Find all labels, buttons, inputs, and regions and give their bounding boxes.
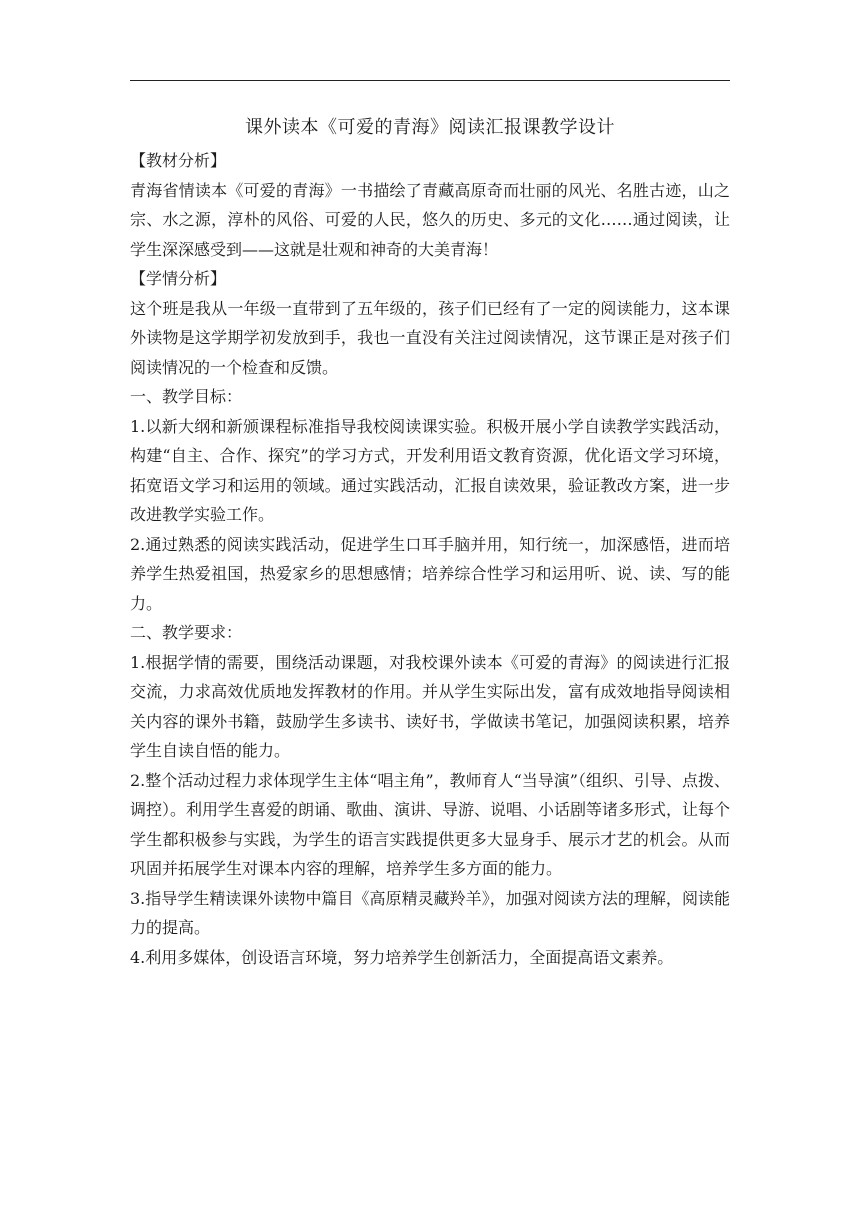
paragraph-goal-1: 1.以新大纲和新颁课程标准指导我校阅读课实验。积极开展小学自读教学实践活动，构建“自主、合作、探究”的学习方式，开发利用语文教育资源，优化语文学习环境，拓宽语文学习和运用的领域。通过实践活动，汇报自读效果，验证教改方案，进一步改进教学实验工作。	[130, 416, 730, 524]
document-title: 课外读本《可爱的青海》阅读汇报课教学设计	[245, 117, 615, 138]
paragraph-requirement-4: 4.利用多媒体，创设语言环境，努力培养学生创新活力，全面提高语文素养。	[130, 947, 674, 967]
paragraph-goal-2: 2.通过熟悉的阅读实践活动，促进学生口耳手脑并用，知行统一，加深感悟，进而培养学生热爱祖国，热爱家乡的思想感情；培养综合性学习和运用听、说、读、写的能力。	[130, 534, 730, 613]
section-heading-textbook-analysis: 【教材分析】	[130, 151, 227, 170]
paragraph-requirement-3: 3.指导学生精读课外读物中篇目《高原精灵藏羚羊》，加强对阅读方法的理解，阅读能力的提高。	[130, 888, 730, 937]
paragraph-student-analysis: 这个班是我从一年级一直带到了五年级的，孩子们已经有了一定的阅读能力，这本课外读物是这学期学初发放到手，我也一直没有关注过阅读情况，这节课正是对孩子们阅读情况的一个检查和反馈。	[130, 298, 730, 377]
paragraph-textbook-analysis: 青海省情读本《可爱的青海》一书描绘了青藏高原奇而壮丽的风光、名胜古迹，山之宗、水之源，淳朴的风俗、可爱的人民，悠久的历史、多元的文化……通过阅读，让学生深深感受到——这就是壮观和神奇的大美青海！	[130, 180, 730, 259]
paragraph-requirement-1: 1.根据学情的需要，围绕活动课题，对我校课外读本《可爱的青海》的阅读进行汇报交流，力求高效优质地发挥教材的作用。并从学生实际出发，富有成效地指导阅读相关内容的课外书籍，鼓励学生多读书、读好书，学做读书笔记，加强阅读积累，培养学生自读自悟的能力。	[130, 652, 730, 760]
document-body	[130, 110, 730, 972]
section-heading-teaching-goals: 一、教学目标：	[130, 387, 243, 406]
section-heading-teaching-requirements: 二、教学要求：	[130, 623, 243, 642]
paragraph-requirement-2: 2.整个活动过程力求体现学生主体“唱主角”，教师育人“当导演”（组织、引导、点拨、调控）。利用学生喜爱的朗诵、歌曲、演讲、导游、说唱、小话剧等诸多形式，让每个学生都积极参与实践，为学生的语言实践提供更多大显身手、展示才艺的机会。从而巩固并拓展学生对课本内容的理解，培养学生多方面的能力。	[130, 770, 731, 878]
section-heading-student-analysis: 【学情分析】	[130, 269, 227, 288]
header-rule	[130, 80, 730, 81]
